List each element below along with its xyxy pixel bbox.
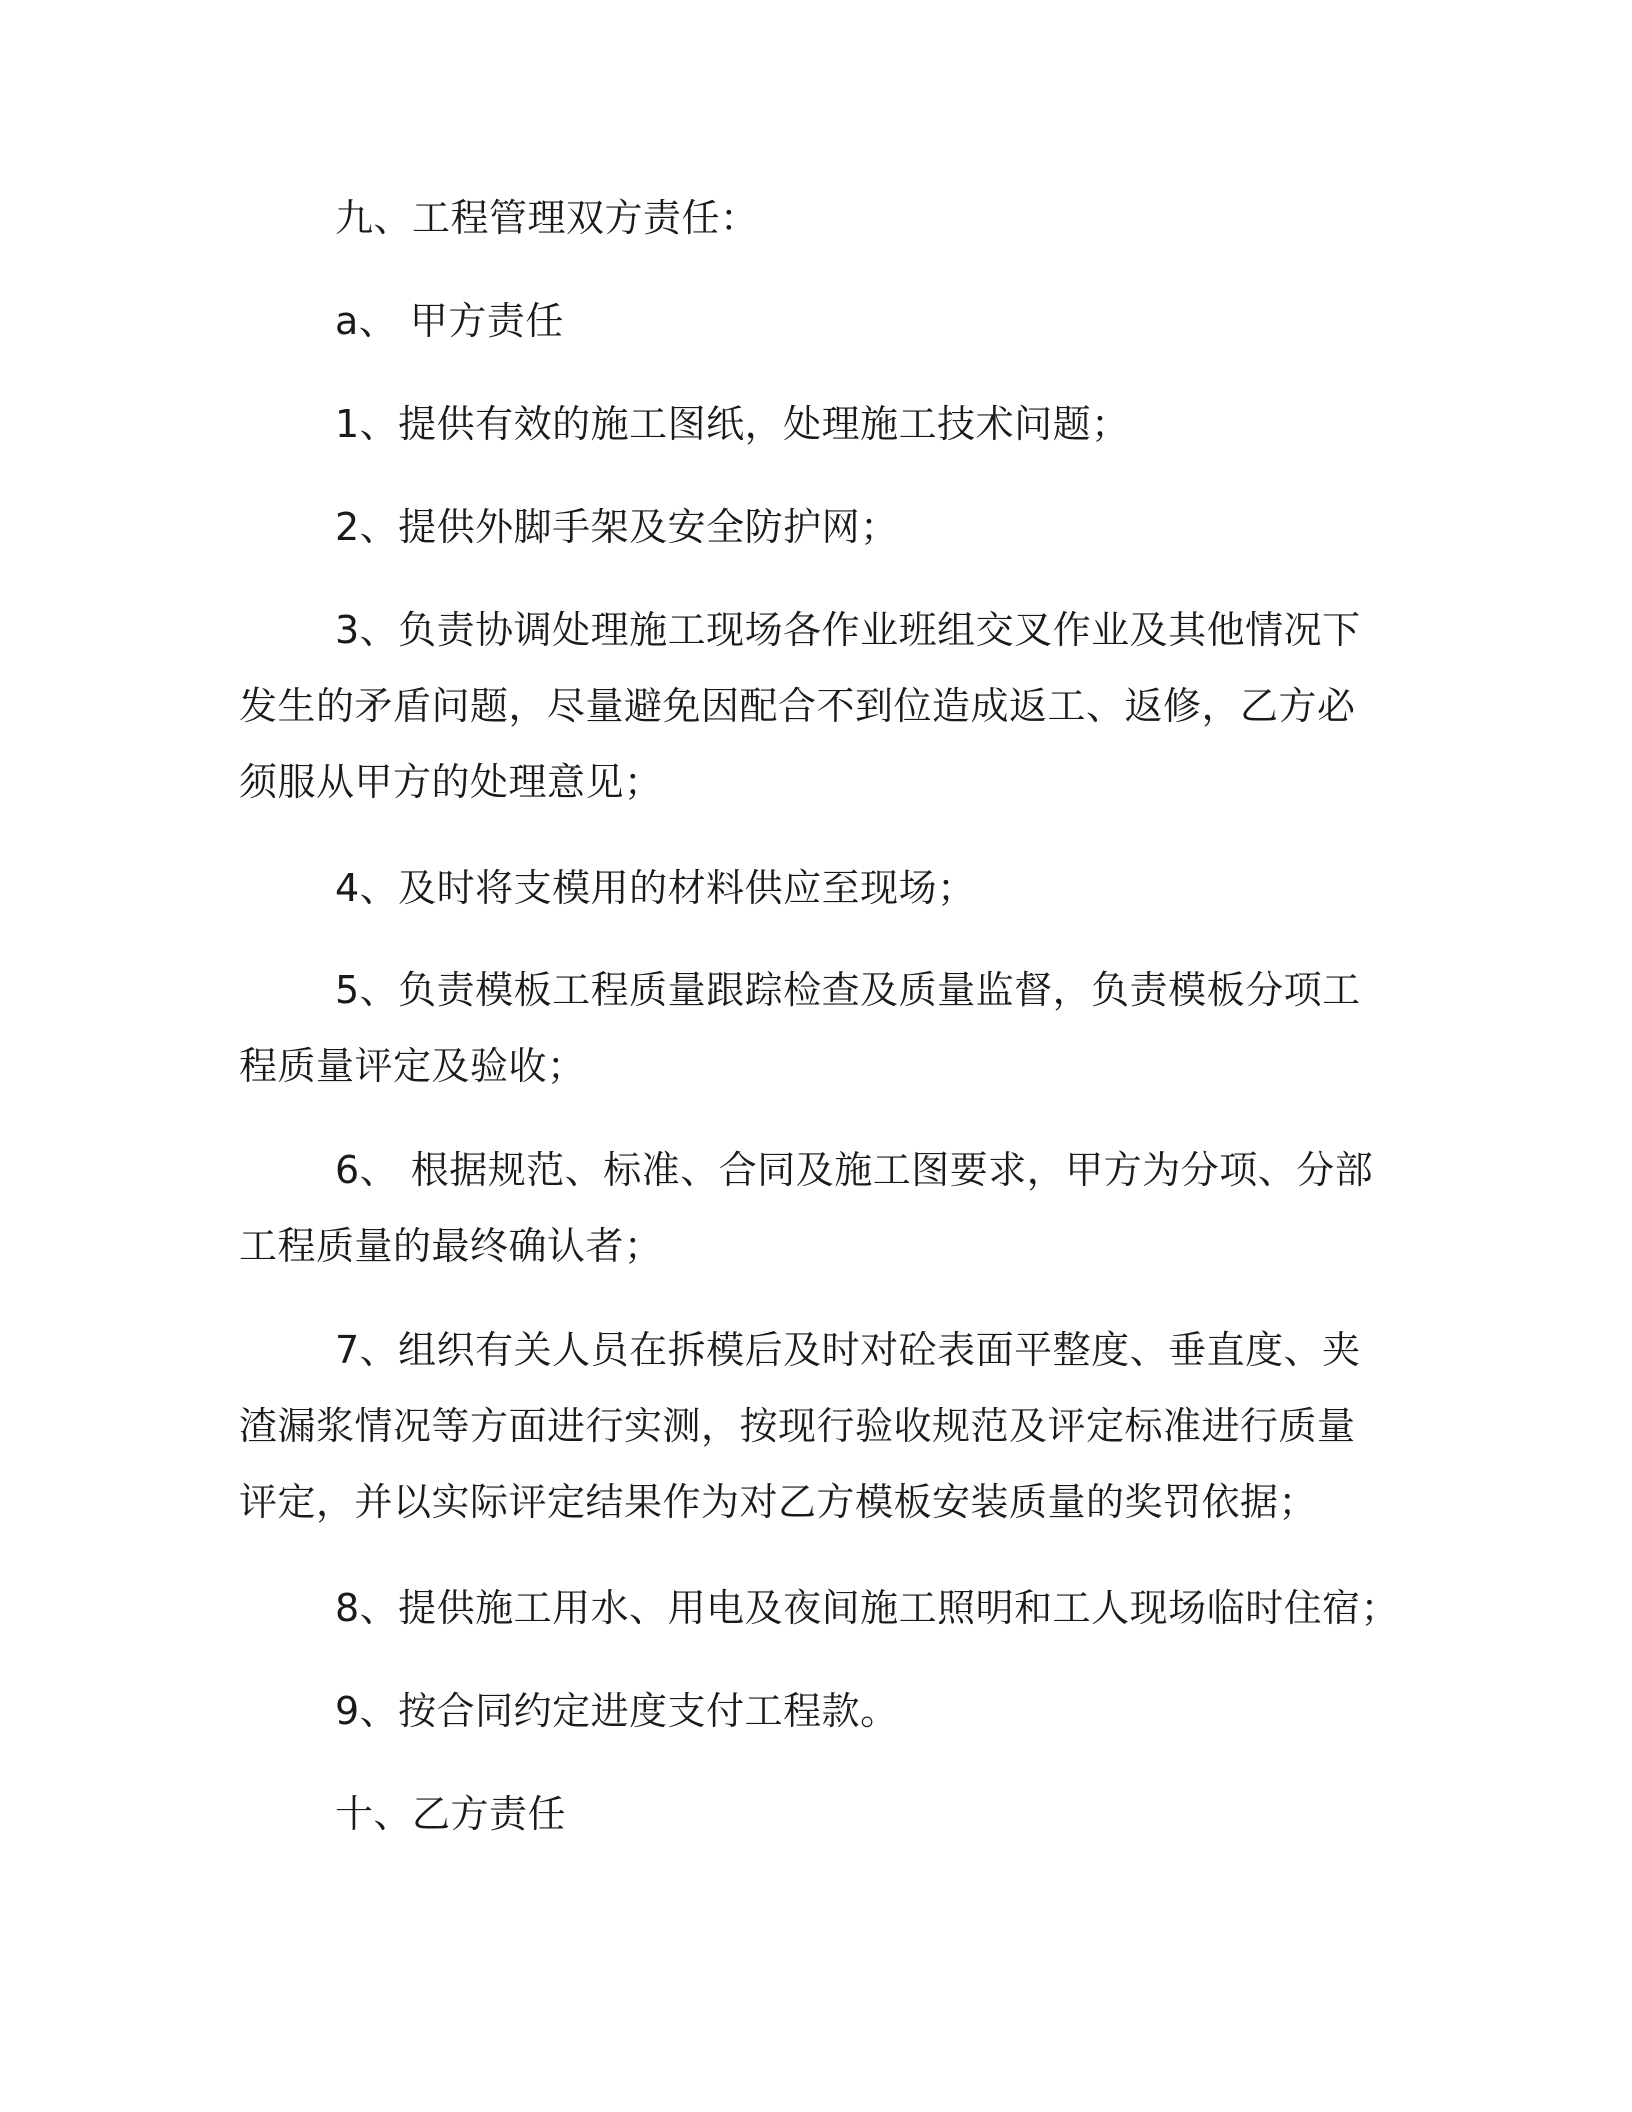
list-item-1: 1、提供有效的施工图纸，处理施工技术问题； bbox=[335, 402, 1130, 446]
list-item-6: 6、 根据规范、标准、合同及施工图要求，甲方为分项、分部工程质量的最终确认者； bbox=[239, 1148, 1374, 1268]
list-item-3: 3、负责协调处理施工现场各作业班组交叉作业及其他情况下发生的矛盾问题，尽量避免因配合不到位造成返工、返修，乙方必须服从甲方的处理意见； bbox=[239, 608, 1361, 804]
list-item-9: 9、按合同约定进度支付工程款。 bbox=[335, 1689, 899, 1733]
list-item-2: 2、提供外脚手架及安全防护网； bbox=[335, 505, 899, 549]
list-item-4: 4、及时将支模用的材料供应至现场； bbox=[335, 866, 976, 910]
list-item-8: 8、提供施工用水、用电及夜间施工照明和工人现场临时住宿； bbox=[335, 1586, 1400, 1630]
list-item-5: 5、负责模板工程质量跟踪检查及质量监督，负责模板分项工程质量评定及验收； bbox=[239, 968, 1361, 1088]
subsection-party-a-heading: a、 甲方责任 bbox=[335, 299, 564, 343]
section-heading-ten: 十、乙方责任 bbox=[335, 1792, 567, 1836]
section-heading-nine: 九、工程管理双方责任： bbox=[335, 196, 759, 240]
list-item-7: 7、组织有关人员在拆模后及时对砼表面平整度、垂直度、夹渣漏浆情况等方面进行实测，按现行验收规范及评定标准进行质量评定，并以实际评定结果作为对乙方模板安装质量的奖罚依据； bbox=[239, 1328, 1361, 1524]
